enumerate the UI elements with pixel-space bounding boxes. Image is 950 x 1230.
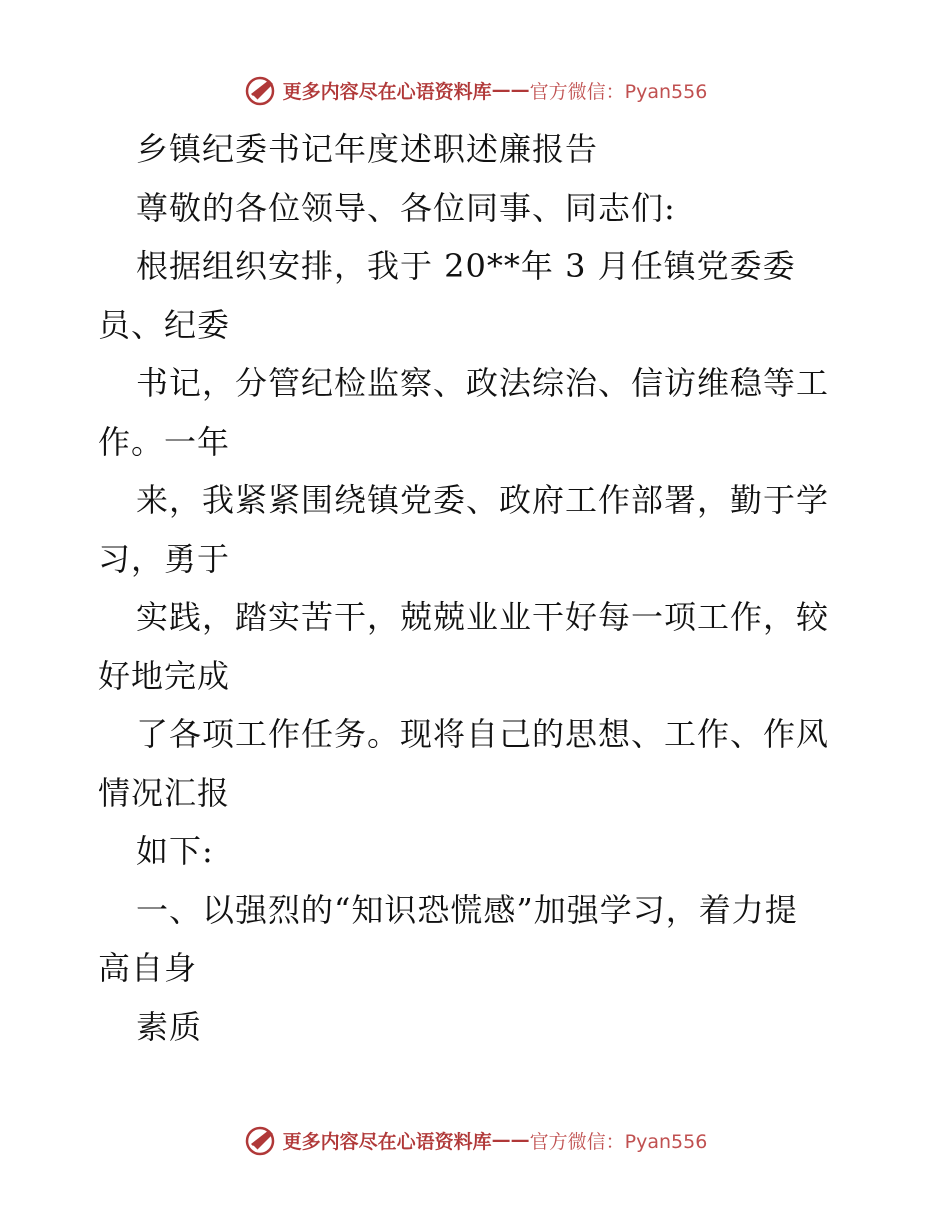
- footer-watermark-banner: [0, 1120, 950, 1160]
- text-line: 书记，分管纪检监察、政法综治、信访维稳等工: [136, 364, 830, 402]
- text-line: 如下:: [136, 832, 214, 870]
- pen-logo-icon: [243, 1122, 279, 1158]
- text-line: 一、以强烈的“知识恐慌感”加强学习，着力提: [136, 890, 798, 929]
- text-line: 员、纪委: [98, 305, 231, 344]
- text-line: 尊敬的各位领导、各位同事、同志们:: [136, 188, 676, 227]
- text-line: 了各项工作任务。现将自己的思想、工作、作风: [136, 715, 830, 753]
- header-watermark-banner: [0, 70, 950, 110]
- banner-dash: ——: [491, 1129, 530, 1151]
- pen-logo-icon: [243, 72, 279, 108]
- text-line: 好地完成: [98, 656, 231, 695]
- banner-wechat: 官方微信：Pyan556: [529, 80, 708, 103]
- banner-text: 更多内容尽在心语资料库: [282, 1130, 492, 1153]
- text-line: 实践，踏实苦干，兢兢业业干好每一项工作，较: [136, 598, 830, 636]
- text-line: 习，勇于: [98, 539, 231, 578]
- text-line: 作。一年: [98, 422, 231, 461]
- text-line: 来，我紧紧围绕镇党委、政府工作部署，勤于学: [136, 481, 830, 519]
- text-line: 素质: [136, 1007, 203, 1046]
- banner-dash: ——: [491, 79, 530, 101]
- text-line: 高自身: [98, 949, 198, 987]
- text-line: 乡镇纪委书记年度述职述廉报告: [136, 130, 599, 168]
- banner-text: 更多内容尽在心语资料库: [282, 80, 492, 103]
- banner-wechat: 官方微信：Pyan556: [529, 1130, 708, 1153]
- document-body: [98, 120, 858, 1056]
- text-line: 根据组织安排，我于 20**年 3 月任镇党委委: [136, 247, 796, 285]
- text-line: 情况汇报: [98, 773, 231, 812]
